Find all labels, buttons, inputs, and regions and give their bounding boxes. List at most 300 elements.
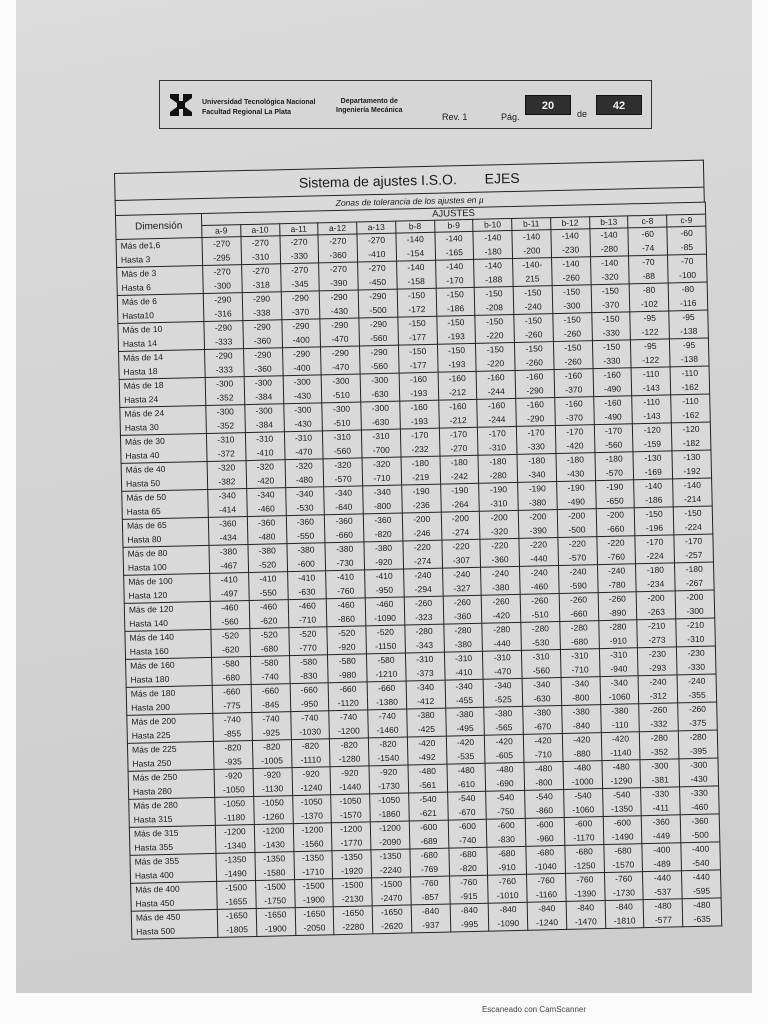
upper-deviation-cell: -740 xyxy=(213,713,252,728)
lower-deviation-cell: -260 xyxy=(514,328,553,343)
lower-deviation-cell: -208 xyxy=(475,300,514,315)
upper-deviation-cell: -310 xyxy=(483,650,522,665)
lower-deviation-cell: -360 xyxy=(319,248,358,263)
upper-deviation-cell: -290 xyxy=(282,347,321,362)
lower-deviation-cell: -246 xyxy=(402,526,441,541)
upper-deviation-cell: -540 xyxy=(486,790,525,805)
upper-deviation-cell: -580 xyxy=(212,657,251,672)
lower-deviation-cell: -449 xyxy=(642,829,681,844)
lower-deviation-cell: -158 xyxy=(397,274,436,289)
upper-deviation-cell: -1050 xyxy=(292,795,331,810)
lower-deviation-cell: -318 xyxy=(242,278,281,293)
upper-deviation-cell: -200 xyxy=(441,511,480,526)
lower-deviation-cell: -330 xyxy=(280,249,319,264)
dimension-to-label: Hasta 225 xyxy=(127,727,213,743)
upper-deviation-cell: -600 xyxy=(448,819,487,834)
lower-deviation-cell: -710 xyxy=(561,663,600,678)
lower-deviation-cell: -820 xyxy=(449,861,488,876)
lower-deviation-cell: -780 xyxy=(597,578,636,593)
upper-deviation-cell: -360 xyxy=(208,517,247,532)
column-header: a-10 xyxy=(240,224,279,237)
upper-deviation-cell: -660 xyxy=(367,681,406,696)
lower-deviation-cell: -196 xyxy=(635,521,674,536)
lower-deviation-cell: -193 xyxy=(400,414,439,429)
lower-deviation-cell: -193 xyxy=(437,357,476,372)
upper-deviation-cell: -760 xyxy=(488,874,527,889)
lower-deviation-cell: -670 xyxy=(448,805,487,820)
upper-deviation-cell: -580 xyxy=(367,653,406,668)
page-label: Pág. xyxy=(501,112,520,122)
lower-deviation-cell: -800 xyxy=(524,775,563,790)
dimension-from-label: Más de 18 xyxy=(119,377,205,393)
upper-deviation-cell: -180 xyxy=(595,452,634,467)
upper-deviation-cell: -300 xyxy=(640,759,679,774)
upper-deviation-cell: -95 xyxy=(670,338,709,353)
upper-deviation-cell: -660 xyxy=(328,682,367,697)
lower-deviation-cell: -860 xyxy=(525,803,564,818)
upper-deviation-cell: -110 xyxy=(632,395,671,410)
upper-deviation-cell: -240 xyxy=(442,567,481,582)
upper-deviation-cell: -680 xyxy=(604,844,643,859)
ajustes-header: AJUSTES xyxy=(201,202,705,225)
lower-deviation-cell: -995 xyxy=(450,917,489,932)
lower-deviation-cell: -1570 xyxy=(604,858,643,873)
dimension-from-label: Más de 14 xyxy=(119,349,205,365)
upper-deviation-cell: -480 xyxy=(485,762,524,777)
lower-deviation-cell: -370 xyxy=(281,305,320,320)
lower-deviation-cell: -410 xyxy=(444,665,483,680)
upper-deviation-cell: -140 xyxy=(512,230,551,245)
lower-deviation-cell: -1280 xyxy=(330,752,369,767)
upper-deviation-cell: -600 xyxy=(564,817,603,832)
upper-deviation-cell: -280 xyxy=(598,620,637,635)
lower-deviation-cell: -1460 xyxy=(368,723,407,738)
lower-deviation-cell: -1010 xyxy=(488,888,527,903)
upper-deviation-cell: -740 xyxy=(252,712,291,727)
upper-deviation-cell: -140 xyxy=(551,229,590,244)
lower-deviation-cell: -855 xyxy=(213,727,252,742)
dimension-from-label: Más de 80 xyxy=(123,545,209,561)
upper-deviation-cell: -1500 xyxy=(333,878,372,893)
upper-deviation-cell: -680 xyxy=(565,845,604,860)
upper-deviation-cell: -260 xyxy=(404,596,443,611)
lower-deviation-cell: -630 xyxy=(523,691,562,706)
lower-deviation-cell: -760 xyxy=(597,550,636,565)
upper-deviation-cell: -220 xyxy=(403,540,442,555)
dimension-to-label: Hasta 400 xyxy=(130,867,216,883)
upper-deviation-cell: -150 xyxy=(592,340,631,355)
upper-deviation-cell: -1350 xyxy=(216,852,255,867)
upper-deviation-cell: -820 xyxy=(368,737,407,752)
lower-deviation-cell: -1160 xyxy=(527,887,566,902)
upper-deviation-cell: -340 xyxy=(208,489,247,504)
upper-deviation-cell: -160 xyxy=(515,370,554,385)
lower-deviation-cell: -1200 xyxy=(329,724,368,739)
dimension-header: Dimensión xyxy=(115,214,202,240)
upper-deviation-cell: -460 xyxy=(249,600,288,615)
dimension-to-label: Hasta 50 xyxy=(121,475,207,491)
lower-deviation-cell: -310 xyxy=(478,440,517,455)
lower-deviation-cell: -212 xyxy=(438,385,477,400)
upper-deviation-cell: -260 xyxy=(443,595,482,610)
upper-deviation-cell: -280 xyxy=(640,731,679,746)
upper-deviation-cell: -480 xyxy=(682,898,721,913)
lower-deviation-cell: -260 xyxy=(515,356,554,371)
lower-deviation-cell: -310 xyxy=(241,250,280,265)
upper-deviation-cell: -260 xyxy=(520,594,559,609)
upper-deviation-cell: -190 xyxy=(401,484,440,499)
lower-deviation-cell: -420 xyxy=(482,608,521,623)
lower-deviation-cell: -1150 xyxy=(366,639,405,654)
upper-deviation-cell: -840 xyxy=(527,901,566,916)
lower-deviation-cell: -910 xyxy=(599,634,638,649)
lower-deviation-cell: -830 xyxy=(289,669,328,684)
lower-deviation-cell: -316 xyxy=(204,307,243,322)
upper-deviation-cell: -840 xyxy=(605,900,644,915)
lower-deviation-cell: -310 xyxy=(676,632,715,647)
lower-deviation-cell: -159 xyxy=(633,437,672,452)
upper-deviation-cell: -160 xyxy=(555,397,594,412)
dimension-from-label: Más de 140 xyxy=(125,629,211,645)
upper-deviation-cell: -1500 xyxy=(294,879,333,894)
upper-deviation-cell: -170 xyxy=(478,426,517,441)
upper-deviation-cell: -520 xyxy=(366,625,405,640)
dimension-to-label: Hasta 200 xyxy=(126,699,212,715)
column-header: b-13 xyxy=(589,216,628,229)
upper-deviation-cell: -410 xyxy=(287,571,326,586)
lower-deviation-cell: -620 xyxy=(249,614,288,629)
dimension-to-label: Hasta 40 xyxy=(121,447,207,463)
lower-deviation-cell: -273 xyxy=(638,633,677,648)
lower-deviation-cell: -340 xyxy=(517,468,556,483)
lower-deviation-cell: -430 xyxy=(283,389,322,404)
dimension-from-label: Más de 225 xyxy=(127,741,213,757)
upper-deviation-cell: -480 xyxy=(563,761,602,776)
upper-deviation-cell: -480 xyxy=(408,764,447,779)
upper-deviation-cell: -460 xyxy=(327,598,366,613)
upper-deviation-cell: -270 xyxy=(241,264,280,279)
lower-deviation-cell: -1290 xyxy=(602,774,641,789)
upper-deviation-cell: -220 xyxy=(480,538,519,553)
upper-deviation-cell: -320 xyxy=(207,461,246,476)
lower-deviation-cell: -280 xyxy=(479,468,518,483)
lower-deviation-cell: -1050 xyxy=(214,783,253,798)
lower-deviation-cell: -800 xyxy=(561,691,600,706)
lower-deviation-cell: -220 xyxy=(475,328,514,343)
upper-deviation-cell: -290 xyxy=(359,317,398,332)
lower-deviation-cell: -320 xyxy=(480,524,519,539)
lower-deviation-cell: -860 xyxy=(327,612,366,627)
upper-deviation-cell: -140 xyxy=(474,258,513,273)
upper-deviation-cell: -130 xyxy=(672,450,711,465)
upper-deviation-cell: -240 xyxy=(677,674,716,689)
upper-deviation-cell: -1200 xyxy=(332,822,371,837)
lower-deviation-cell: -700 xyxy=(362,443,401,458)
upper-deviation-cell: -420 xyxy=(485,734,524,749)
upper-deviation-cell: -290 xyxy=(281,291,320,306)
lower-deviation-cell: -650 xyxy=(596,494,635,509)
upper-deviation-cell: -290 xyxy=(204,321,243,336)
lower-deviation-cell: -830 xyxy=(487,832,526,847)
upper-deviation-cell: -320 xyxy=(246,460,285,475)
lower-deviation-cell: -1000 xyxy=(563,775,602,790)
lower-deviation-cell: -430 xyxy=(284,417,323,432)
lower-deviation-cell: -200 xyxy=(512,244,551,259)
lower-deviation-cell: -230 xyxy=(551,243,590,258)
upper-deviation-cell: -310 xyxy=(206,433,245,448)
lower-deviation-cell: -260 xyxy=(554,355,593,370)
upper-deviation-cell: -420 xyxy=(523,733,562,748)
upper-deviation-cell: -920 xyxy=(369,765,408,780)
lower-deviation-cell: -560 xyxy=(211,615,250,630)
upper-deviation-cell: -230 xyxy=(677,646,716,661)
upper-deviation-cell: -380 xyxy=(364,541,403,556)
lower-deviation-cell: -2620 xyxy=(373,919,412,934)
upper-deviation-cell: -60 xyxy=(667,226,706,241)
upper-deviation-cell: -270 xyxy=(280,263,319,278)
lower-deviation-cell: -260 xyxy=(552,271,591,286)
lower-deviation-cell: -660 xyxy=(596,522,635,537)
upper-deviation-cell: -820 xyxy=(291,739,330,754)
upper-deviation-cell: -95 xyxy=(669,310,708,325)
upper-deviation-cell: -150 xyxy=(436,287,475,302)
dimension-to-label: Hasta 3 xyxy=(116,252,202,268)
lower-deviation-cell: -560 xyxy=(522,663,561,678)
upper-deviation-cell: -150 xyxy=(553,313,592,328)
upper-deviation-cell: -410 xyxy=(365,569,404,584)
lower-deviation-cell: -327 xyxy=(442,581,481,596)
lower-deviation-cell: -920 xyxy=(364,555,403,570)
upper-deviation-cell: -150 xyxy=(476,342,515,357)
lower-deviation-cell: -960 xyxy=(526,831,565,846)
upper-deviation-cell: -310 xyxy=(323,430,362,445)
dimension-from-label: Más de 400 xyxy=(131,881,217,897)
current-page-number: 20 xyxy=(525,95,571,115)
upper-deviation-cell: -380 xyxy=(523,705,562,720)
upper-deviation-cell: -95 xyxy=(630,311,669,326)
lower-deviation-cell: -560 xyxy=(594,438,633,453)
upper-deviation-cell: -760 xyxy=(565,873,604,888)
lower-deviation-cell: -280 xyxy=(590,242,629,257)
upper-deviation-cell: -200 xyxy=(480,510,519,525)
upper-deviation-cell: -280 xyxy=(521,622,560,637)
lower-deviation-cell: -500 xyxy=(681,828,720,843)
upper-deviation-cell: -170 xyxy=(400,428,439,443)
lower-deviation-cell: -193 xyxy=(437,329,476,344)
dimension-from-label: Más de 280 xyxy=(129,797,215,813)
upper-deviation-cell: -140- xyxy=(513,258,552,273)
upper-deviation-cell: -340 xyxy=(561,677,600,692)
upper-deviation-cell: -290 xyxy=(360,345,399,360)
upper-deviation-cell: -260 xyxy=(559,593,598,608)
lower-deviation-cell: -1580 xyxy=(255,866,294,881)
lower-deviation-cell: -520 xyxy=(248,558,287,573)
lower-deviation-cell: -2240 xyxy=(371,863,410,878)
lower-deviation-cell: -670 xyxy=(523,719,562,734)
upper-deviation-cell: -660 xyxy=(251,684,290,699)
lower-deviation-cell: -74 xyxy=(629,241,668,256)
lower-deviation-cell: -495 xyxy=(446,721,485,736)
lower-deviation-cell: -640 xyxy=(324,500,363,515)
upper-deviation-cell: -110 xyxy=(671,394,710,409)
upper-deviation-cell: -600 xyxy=(409,820,448,835)
lower-deviation-cell: -470 xyxy=(321,360,360,375)
table-body xyxy=(116,226,722,939)
upper-deviation-cell: -540 xyxy=(602,788,641,803)
upper-deviation-cell: -270 xyxy=(357,233,396,248)
lower-deviation-cell: -333 xyxy=(205,363,244,378)
upper-deviation-cell: -300 xyxy=(245,404,284,419)
lower-deviation-cell: -1490 xyxy=(603,830,642,845)
upper-deviation-cell: -260 xyxy=(598,592,637,607)
lower-deviation-cell: -915 xyxy=(449,889,488,904)
lower-deviation-cell: -980 xyxy=(328,668,367,683)
lower-deviation-cell: -489 xyxy=(643,857,682,872)
lower-deviation-cell: -352 xyxy=(205,391,244,406)
upper-deviation-cell: -170 xyxy=(516,426,555,441)
lower-deviation-cell: -154 xyxy=(396,246,435,261)
dimension-from-label: Más de 355 xyxy=(130,853,216,869)
lower-deviation-cell: -425 xyxy=(407,722,446,737)
dimension-to-label: Hasta 100 xyxy=(123,559,209,575)
dimension-to-label: Hasta 500 xyxy=(132,923,218,939)
upper-deviation-cell: -130 xyxy=(633,451,672,466)
lower-deviation-cell: -577 xyxy=(644,913,683,928)
lower-deviation-cell: -660 xyxy=(559,607,598,622)
upper-deviation-cell: -1500 xyxy=(217,880,256,895)
lower-deviation-cell: -490 xyxy=(557,495,596,510)
lower-deviation-cell: -1920 xyxy=(333,864,372,879)
lower-deviation-cell: -186 xyxy=(436,301,475,316)
lower-deviation-cell: -182 xyxy=(672,436,711,451)
dimension-from-label: Más de 30 xyxy=(120,433,206,449)
upper-deviation-cell: -380 xyxy=(248,544,287,559)
lower-deviation-cell: -232 xyxy=(401,442,440,457)
lower-deviation-cell: -384 xyxy=(244,390,283,405)
lower-deviation-cell: -769 xyxy=(410,862,449,877)
upper-deviation-cell: -95 xyxy=(631,339,670,354)
lower-deviation-cell: -138 xyxy=(670,352,709,367)
lower-deviation-cell: -570 xyxy=(324,472,363,487)
lower-deviation-cell: -338 xyxy=(242,306,281,321)
upper-deviation-cell: -280 xyxy=(560,621,599,636)
upper-deviation-cell: -180 xyxy=(440,455,479,470)
upper-deviation-cell: -240 xyxy=(638,675,677,690)
dimension-to-label: Hasta 14 xyxy=(118,335,204,351)
lower-deviation-cell: -561 xyxy=(408,778,447,793)
lower-deviation-cell: -224 xyxy=(674,520,713,535)
upper-deviation-cell: -410 xyxy=(248,572,287,587)
upper-deviation-cell: -270 xyxy=(241,236,280,251)
upper-deviation-cell: -540 xyxy=(408,792,447,807)
upper-deviation-cell: -760 xyxy=(527,873,566,888)
upper-deviation-cell: -340 xyxy=(483,678,522,693)
lower-deviation-cell: -630 xyxy=(361,415,400,430)
lower-deviation-cell: -740 xyxy=(448,833,487,848)
upper-deviation-cell: -220 xyxy=(558,537,597,552)
lower-deviation-cell: -510 xyxy=(322,388,361,403)
lower-deviation-cell: -535 xyxy=(446,749,485,764)
lower-deviation-cell: -330 xyxy=(592,354,631,369)
lower-deviation-cell: -450 xyxy=(358,275,397,290)
upper-deviation-cell: -160 xyxy=(400,400,439,415)
upper-deviation-cell: -360 xyxy=(642,815,681,830)
upper-deviation-cell: -320 xyxy=(362,457,401,472)
upper-deviation-cell: -1500 xyxy=(372,877,411,892)
lower-deviation-cell: -1430 xyxy=(254,838,293,853)
lower-deviation-cell: -360 xyxy=(244,362,283,377)
lower-deviation-cell: -1390 xyxy=(566,887,605,902)
upper-deviation-cell: -380 xyxy=(286,543,325,558)
upper-deviation-cell: -270 xyxy=(202,237,241,252)
lower-deviation-cell: -360 xyxy=(481,552,520,567)
upper-deviation-cell: -150 xyxy=(397,288,436,303)
upper-deviation-cell: -340 xyxy=(363,485,402,500)
upper-deviation-cell: -190 xyxy=(518,482,557,497)
upper-deviation-cell: -150 xyxy=(437,343,476,358)
upper-deviation-cell: -920 xyxy=(292,767,331,782)
upper-deviation-cell: -290 xyxy=(320,290,359,305)
lower-deviation-cell: -430 xyxy=(320,304,359,319)
lower-deviation-cell: -460 xyxy=(520,580,559,595)
dimension-to-label: Hasta 180 xyxy=(126,671,212,687)
utn-logo-icon xyxy=(168,92,194,118)
upper-deviation-cell: -120 xyxy=(633,423,672,438)
lower-deviation-cell: -1210 xyxy=(367,667,406,682)
upper-deviation-cell: -420 xyxy=(446,735,485,750)
upper-deviation-cell: -200 xyxy=(675,590,714,605)
upper-deviation-cell: -150 xyxy=(591,312,630,327)
lower-deviation-cell: -1170 xyxy=(564,831,603,846)
upper-deviation-cell: -760 xyxy=(410,876,449,891)
lower-deviation-cell: -440 xyxy=(519,552,558,567)
dimension-from-label: Más de 65 xyxy=(122,517,208,533)
dimension-to-label: Hasta 280 xyxy=(128,783,214,799)
lower-deviation-cell: -610 xyxy=(447,777,486,792)
upper-deviation-cell: -460 xyxy=(288,599,327,614)
lower-deviation-cell: -343 xyxy=(405,638,444,653)
lower-deviation-cell: -116 xyxy=(669,296,708,311)
upper-deviation-cell: -380 xyxy=(209,545,248,560)
upper-deviation-cell: -340 xyxy=(600,676,639,691)
lower-deviation-cell: -1750 xyxy=(256,894,295,909)
upper-deviation-cell: -270 xyxy=(358,261,397,276)
upper-deviation-cell: -310 xyxy=(560,649,599,664)
upper-deviation-cell: -200 xyxy=(518,510,557,525)
lower-deviation-cell: -470 xyxy=(284,445,323,460)
lower-deviation-cell: -270 xyxy=(439,441,478,456)
upper-deviation-cell: -520 xyxy=(250,628,289,643)
lower-deviation-cell: -490 xyxy=(593,382,632,397)
lower-deviation-cell: -1810 xyxy=(605,914,644,929)
dimension-from-label: Más de 450 xyxy=(131,909,217,925)
lower-deviation-cell: -390 xyxy=(319,276,358,291)
lower-deviation-cell: -323 xyxy=(404,610,443,625)
upper-deviation-cell: -160 xyxy=(476,370,515,385)
upper-deviation-cell: -380 xyxy=(407,708,446,723)
dimension-from-label: Más de 180 xyxy=(126,685,212,701)
lower-deviation-cell: -537 xyxy=(643,885,682,900)
upper-deviation-cell: -150 xyxy=(398,316,437,331)
dimension-from-label: Más de 200 xyxy=(127,713,213,729)
lower-deviation-cell: -620 xyxy=(211,643,250,658)
upper-deviation-cell: -360 xyxy=(680,814,719,829)
dimension-from-label: Más de 6 xyxy=(117,294,203,310)
lower-deviation-cell: -177 xyxy=(398,330,437,345)
lower-deviation-cell: -370 xyxy=(555,411,594,426)
lower-deviation-cell: -1655 xyxy=(217,894,256,909)
upper-deviation-cell: -1650 xyxy=(217,908,256,923)
